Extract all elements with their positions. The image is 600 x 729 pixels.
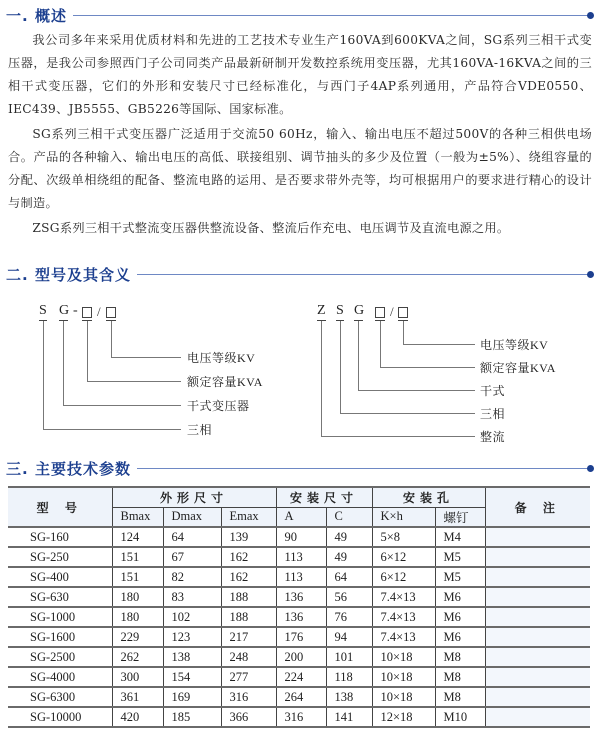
cell-dmax: 67 xyxy=(163,547,221,567)
cell-a: 176 xyxy=(276,627,326,647)
code-separator: - xyxy=(73,303,78,318)
header-c: C xyxy=(326,507,372,527)
section-divider xyxy=(137,468,588,469)
leader-line xyxy=(380,367,475,368)
header-bmax: Bmax xyxy=(112,507,163,527)
cell-dmax: 169 xyxy=(163,687,221,707)
cell-a: 316 xyxy=(276,707,326,727)
cell-emax: 366 xyxy=(221,707,276,727)
cell-kxh: 7.4×13 xyxy=(372,607,435,627)
cell-kxh: 7.4×13 xyxy=(372,627,435,647)
cell-dmax: 64 xyxy=(163,527,221,547)
header-screw: 螺钉 xyxy=(435,507,485,527)
section-title: 一. 概述 xyxy=(6,6,67,25)
cell-c: 118 xyxy=(326,667,372,687)
label-rated-capacity: 额定容量KVA xyxy=(187,375,263,389)
cell-c: 76 xyxy=(326,607,372,627)
table-header-row xyxy=(8,487,590,507)
cell-a: 113 xyxy=(276,567,326,587)
cell-emax: 188 xyxy=(221,607,276,627)
cell-bmax: 361 xyxy=(112,687,163,707)
section-header-model-meaning xyxy=(6,263,594,285)
cell-c: 49 xyxy=(326,527,372,547)
cell-note xyxy=(485,527,590,547)
cell-note xyxy=(485,687,590,707)
header-a: A xyxy=(276,507,326,527)
spec-table xyxy=(8,486,590,728)
cell-model: SG-630 xyxy=(8,587,112,607)
cell-screw: M8 xyxy=(435,647,485,667)
header-mounting-holes: 安装孔 xyxy=(372,487,485,507)
cell-kxh: 5×8 xyxy=(372,527,435,547)
cell-dmax: 82 xyxy=(163,567,221,587)
table-row xyxy=(8,547,590,567)
cell-screw: M6 xyxy=(435,607,485,627)
cell-a: 136 xyxy=(276,587,326,607)
placeholder-box-icon xyxy=(106,307,116,318)
cell-bmax: 180 xyxy=(112,587,163,607)
cell-bmax: 151 xyxy=(112,567,163,587)
leader-line xyxy=(321,321,322,436)
code-slash: / xyxy=(390,304,394,319)
cell-screw: M6 xyxy=(435,627,485,647)
header-emax: Emax xyxy=(221,507,276,527)
label-rated-capacity: 额定容量KVA xyxy=(480,361,556,375)
cell-bmax: 151 xyxy=(112,547,163,567)
cell-bmax: 420 xyxy=(112,707,163,727)
table-row xyxy=(8,587,590,607)
overview-paragraph-3: ZSG系列三相干式整流变压器供整流设备、整流后作充电、电压调节及直流电源之用。 xyxy=(32,221,510,235)
cell-emax: 162 xyxy=(221,567,276,587)
cell-emax: 316 xyxy=(221,687,276,707)
leader-line xyxy=(403,344,475,345)
cell-emax: 188 xyxy=(221,587,276,607)
cell-kxh: 6×12 xyxy=(372,567,435,587)
cell-a: 200 xyxy=(276,647,326,667)
leader-line xyxy=(358,390,475,391)
cell-note xyxy=(485,667,590,687)
cell-dmax: 138 xyxy=(163,647,221,667)
table-row xyxy=(8,667,590,687)
cell-emax: 217 xyxy=(221,627,276,647)
cell-kxh: 6×12 xyxy=(372,547,435,567)
cell-a: 136 xyxy=(276,607,326,627)
cell-c: 64 xyxy=(326,567,372,587)
cell-note xyxy=(485,547,590,567)
cell-screw: M5 xyxy=(435,547,485,567)
bullet-dot-icon xyxy=(587,465,594,472)
cell-model: SG-1000 xyxy=(8,607,112,627)
cell-dmax: 102 xyxy=(163,607,221,627)
cell-emax: 139 xyxy=(221,527,276,547)
cell-model: SG-2500 xyxy=(8,647,112,667)
leader-line xyxy=(321,436,475,437)
cell-dmax: 123 xyxy=(163,627,221,647)
code-slash: / xyxy=(97,304,101,319)
cell-emax: 248 xyxy=(221,647,276,667)
header-outline-dimensions: 外形尺寸 xyxy=(112,487,276,507)
section-header-specs xyxy=(6,457,594,479)
cell-kxh: 10×18 xyxy=(372,667,435,687)
cell-model: SG-10000 xyxy=(8,707,112,727)
section-divider xyxy=(137,274,588,275)
cell-c: 138 xyxy=(326,687,372,707)
cell-a: 224 xyxy=(276,667,326,687)
section-title: 二. 型号及其含义 xyxy=(6,265,131,284)
leader-line xyxy=(111,357,181,358)
cell-dmax: 185 xyxy=(163,707,221,727)
code-letter: Z xyxy=(317,303,326,318)
cell-bmax: 180 xyxy=(112,607,163,627)
table-row xyxy=(8,687,590,707)
label-three-phase: 三相 xyxy=(187,423,213,437)
cell-emax: 277 xyxy=(221,667,276,687)
code-letter: G xyxy=(354,303,365,318)
leader-line xyxy=(63,405,181,406)
leader-line xyxy=(403,321,404,344)
header-note: 备 注 xyxy=(485,487,590,527)
code-letter: G xyxy=(59,303,70,318)
label-rectifier: 整流 xyxy=(480,430,506,444)
table-row xyxy=(8,607,590,627)
cell-bmax: 300 xyxy=(112,667,163,687)
cell-model: SG-1600 xyxy=(8,627,112,647)
bullet-dot-icon xyxy=(587,271,594,278)
overview-paragraph-1: 我公司多年来采用优质材料和先进的工艺技术专业生产160VA到600KVA之间，SG系列三相干式变压器，是我公司参照西门子公司同类产品最新研制开发数控系统用变压器，尤其160VA-16KVA之间的三相干式变压器，它们的外形和安装尺寸已经标准化，与西门子4AP系列通用，产品符合VDE0550、IEC439、JB5555、GB5226等国际、国家标准。 xyxy=(8,33,592,116)
cell-c: 49 xyxy=(326,547,372,567)
leader-line xyxy=(340,413,475,414)
leader-line xyxy=(340,321,341,413)
leader-line xyxy=(43,429,181,430)
placeholder-box-icon xyxy=(82,307,92,318)
cell-c: 101 xyxy=(326,647,372,667)
cell-screw: M4 xyxy=(435,527,485,547)
cell-model: SG-4000 xyxy=(8,667,112,687)
cell-kxh: 10×18 xyxy=(372,647,435,667)
label-dry-type: 干式 xyxy=(480,384,506,398)
label-three-phase: 三相 xyxy=(480,407,506,421)
cell-c: 94 xyxy=(326,627,372,647)
table-row xyxy=(8,647,590,667)
leader-line xyxy=(43,321,44,429)
code-letter: S xyxy=(39,303,47,318)
cell-emax: 162 xyxy=(221,547,276,567)
cell-a: 90 xyxy=(276,527,326,547)
cell-kxh: 10×18 xyxy=(372,687,435,707)
cell-note xyxy=(485,567,590,587)
cell-c: 56 xyxy=(326,587,372,607)
section-title: 三. 主要技术参数 xyxy=(6,459,131,478)
cell-model: SG-6300 xyxy=(8,687,112,707)
cell-a: 113 xyxy=(276,547,326,567)
cell-dmax: 154 xyxy=(163,667,221,687)
code-letter: S xyxy=(336,303,344,318)
header-install-dimensions: 安装尺寸 xyxy=(276,487,372,507)
placeholder-box-icon xyxy=(375,307,385,318)
cell-note xyxy=(485,627,590,647)
cell-kxh: 12×18 xyxy=(372,707,435,727)
cell-screw: M10 xyxy=(435,707,485,727)
cell-bmax: 262 xyxy=(112,647,163,667)
cell-c: 141 xyxy=(326,707,372,727)
label-dry-type-transformer: 干式变压器 xyxy=(187,399,250,413)
cell-a: 264 xyxy=(276,687,326,707)
cell-note xyxy=(485,707,590,727)
cell-screw: M8 xyxy=(435,687,485,707)
overview-paragraph-2: SG系列三相干式变压器广泛适用于交流50 60Hz，输入、输出电压不超过500V的各种三相供电场合。产品的各种输入、输出电压的高低、联接组别、调节抽头的多少及位置（一般为±5%）、绕组容量的分配、次级单相绕组的配备、整流电路的运用、是否要求带外壳等，均可根据用户的要求进行精心的设计与制造。 xyxy=(8,127,592,210)
cell-model: SG-400 xyxy=(8,567,112,587)
cell-note xyxy=(485,607,590,627)
header-dmax: Dmax xyxy=(163,507,221,527)
cell-kxh: 7.4×13 xyxy=(372,587,435,607)
table-row xyxy=(8,707,590,727)
cell-screw: M5 xyxy=(435,567,485,587)
cell-screw: M8 xyxy=(435,667,485,687)
label-voltage-level: 电压等级KV xyxy=(187,351,256,365)
cell-model: SG-250 xyxy=(8,547,112,567)
header-kxh: K×h xyxy=(372,507,435,527)
leader-line xyxy=(111,321,112,357)
bullet-dot-icon xyxy=(587,12,594,19)
cell-note xyxy=(485,647,590,667)
cell-model: SG-160 xyxy=(8,527,112,547)
section-header-overview xyxy=(6,4,594,26)
table-row xyxy=(8,527,590,547)
cell-dmax: 83 xyxy=(163,587,221,607)
leader-line xyxy=(63,321,64,405)
table-row xyxy=(8,627,590,647)
leader-line xyxy=(380,321,381,367)
label-voltage-level: 电压等级KV xyxy=(480,338,549,352)
cell-screw: M6 xyxy=(435,587,485,607)
cell-note xyxy=(485,587,590,607)
placeholder-box-icon xyxy=(398,307,408,318)
leader-line xyxy=(87,381,181,382)
section-divider xyxy=(73,15,588,16)
cell-bmax: 229 xyxy=(112,627,163,647)
table-row xyxy=(8,567,590,587)
cell-bmax: 124 xyxy=(112,527,163,547)
header-model: 型 号 xyxy=(8,487,112,527)
leader-line xyxy=(358,321,359,390)
leader-line xyxy=(87,321,88,381)
